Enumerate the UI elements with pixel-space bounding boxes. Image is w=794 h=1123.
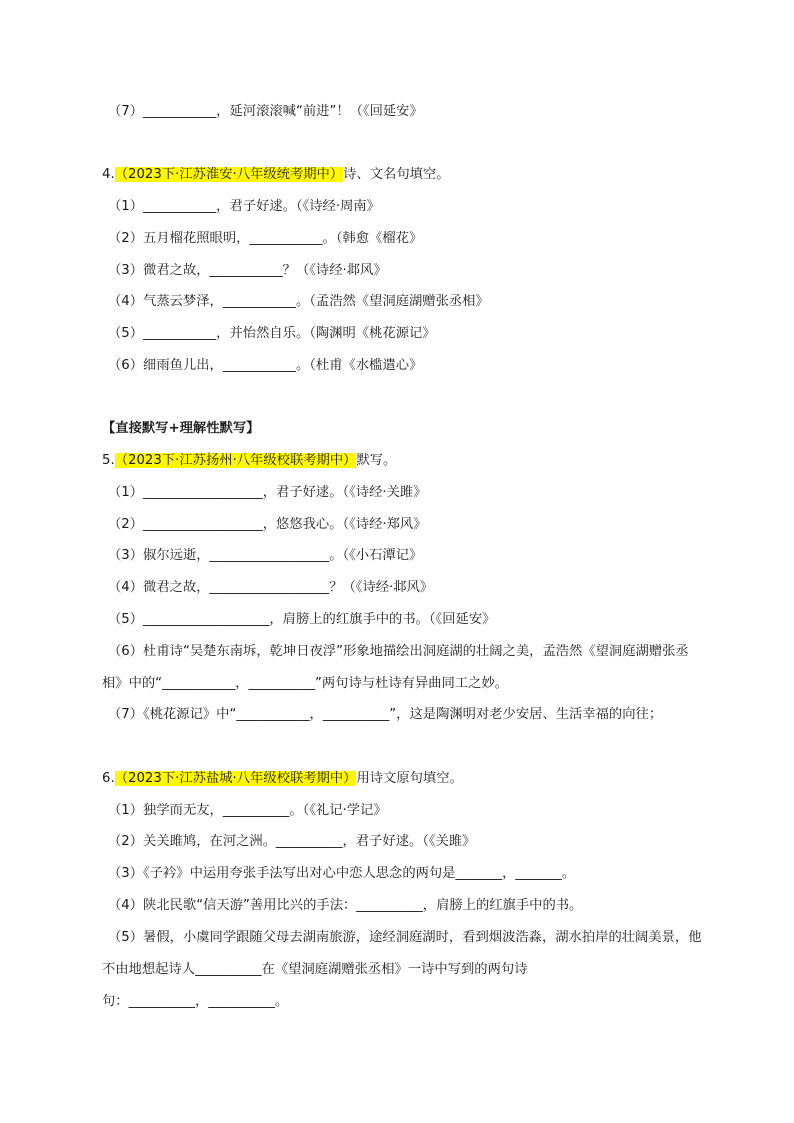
source-tag: （2023下·江苏盐城·八年级校联考期中）	[114, 771, 357, 786]
text-line: 相》中的“___________，__________”两句诗与杜诗有异曲同工之妙。	[102, 676, 509, 691]
section-heading: 【直接默写+理解性默写】	[102, 421, 260, 436]
text-line: （3）微君之故，___________？（《诗经·邶风》	[108, 263, 387, 278]
question-heading	[102, 451, 396, 471]
source-tag: （2023下·江苏淮安·八年级统考期中）	[114, 167, 344, 182]
text-line: （5）___________________，肩膀上的红旗手中的书。（《回延安》	[108, 612, 496, 627]
text-line: （2）五月榴花照眼明，___________。（韩愈《榴花》	[108, 231, 423, 246]
question-number: 5.	[102, 453, 115, 468]
text-line: 不由地想起诗人__________在《望洞庭湖赠张丞相》一诗中写到的两句诗	[102, 962, 528, 977]
text-line: （5）___________，并怡然自乐。（陶渊明《桃花源记》	[108, 326, 436, 341]
text-line: （4）气蒸云梦泽，___________。（孟浩然《望洞庭湖赠张丞相》	[108, 294, 489, 309]
question-heading	[102, 165, 450, 185]
text-line: （1）独学而无友，__________。（《礼记·学记》	[108, 803, 387, 818]
text-line: （2）关关雎鸠，在河之洲。__________，君子好逑。（《关雎》	[108, 834, 476, 849]
question-number: 6.	[102, 771, 115, 786]
question-instruction: 用诗文原句填空。	[356, 771, 463, 786]
text-line: 句：__________，__________。	[102, 994, 289, 1009]
text-line: （7）___________，延河滚滚喊“前进”！（《回延安》	[108, 104, 423, 119]
text-line: （1）___________，君子好逑。（《诗经·周南》	[108, 199, 380, 214]
question-number: 4.	[102, 167, 115, 182]
text-line: （1）__________________，君子好逑。（《诗经·关雎》	[108, 485, 427, 500]
source-tag: （2023下·江苏扬州·八年级校联考期中）	[114, 453, 357, 468]
text-line: （5）暑假，小虞同学跟随父母去湖南旅游，途经洞庭湖时，看到烟波浩淼，湖水拍岸的壮阔美景，他	[108, 930, 702, 945]
text-line: （4）微君之故，__________________？（《诗经·邶风》	[108, 580, 434, 595]
question-heading	[102, 769, 463, 789]
text-line: （2）__________________，悠悠我心。（《诗经·郑风》	[108, 517, 427, 532]
text-line: （6）细雨鱼儿出，___________。（杜甫《水槛遣心》	[108, 358, 423, 373]
text-line: （7）《桃花源记》中“___________，__________”，这是陶渊明对老少安居、生活幸福的向往；	[108, 707, 663, 722]
question-instruction: 默写。	[356, 453, 397, 468]
text-line: （6）杜甫诗“吴楚东南坼，乾坤日夜浮”形象地描绘出洞庭湖的壮阔之美，孟浩然《望洞庭湖赠张丞	[108, 644, 689, 659]
text-line: （4）陕北民歌“信天游”善用比兴的手法：__________，肩膀上的红旗手中的书。	[108, 898, 583, 913]
text-line: （3）俶尔远逝，__________________。（《小石潭记》	[108, 548, 423, 563]
text-line: （3）《子衿》中运用夸张手法写出对心中恋人思念的两句是_______，_______。	[108, 866, 576, 881]
question-instruction: 诗、文名句填空。	[343, 167, 450, 182]
